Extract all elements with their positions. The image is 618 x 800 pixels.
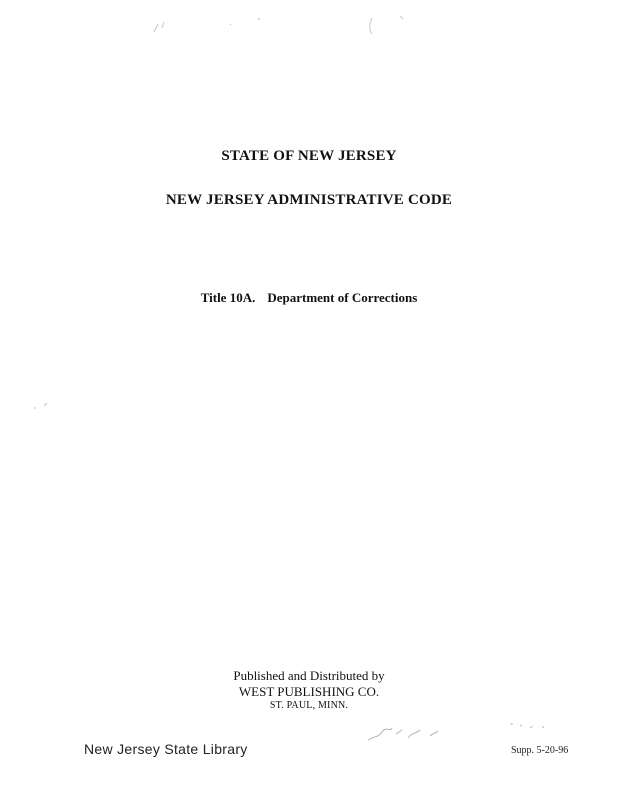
scan-marks-left <box>30 398 60 418</box>
publisher-city: ST. PAUL, MINN. <box>269 700 349 711</box>
publisher-name: WEST PUBLISHING CO. <box>238 684 380 699</box>
scan-marks-top <box>140 10 440 50</box>
title-line <box>0 290 618 306</box>
supplement-date: Supp. 5-20-96 <box>511 745 569 756</box>
title-number: Title 10A. <box>200 290 256 305</box>
code-heading: NEW JERSEY ADMINISTRATIVE CODE <box>165 192 453 208</box>
library-stamp: New Jersey State Library <box>84 741 248 757</box>
title-name: Department of Corrections <box>267 290 418 305</box>
state-heading: STATE OF NEW JERSEY <box>221 148 397 164</box>
published-line: Published and Distributed by <box>233 668 385 683</box>
